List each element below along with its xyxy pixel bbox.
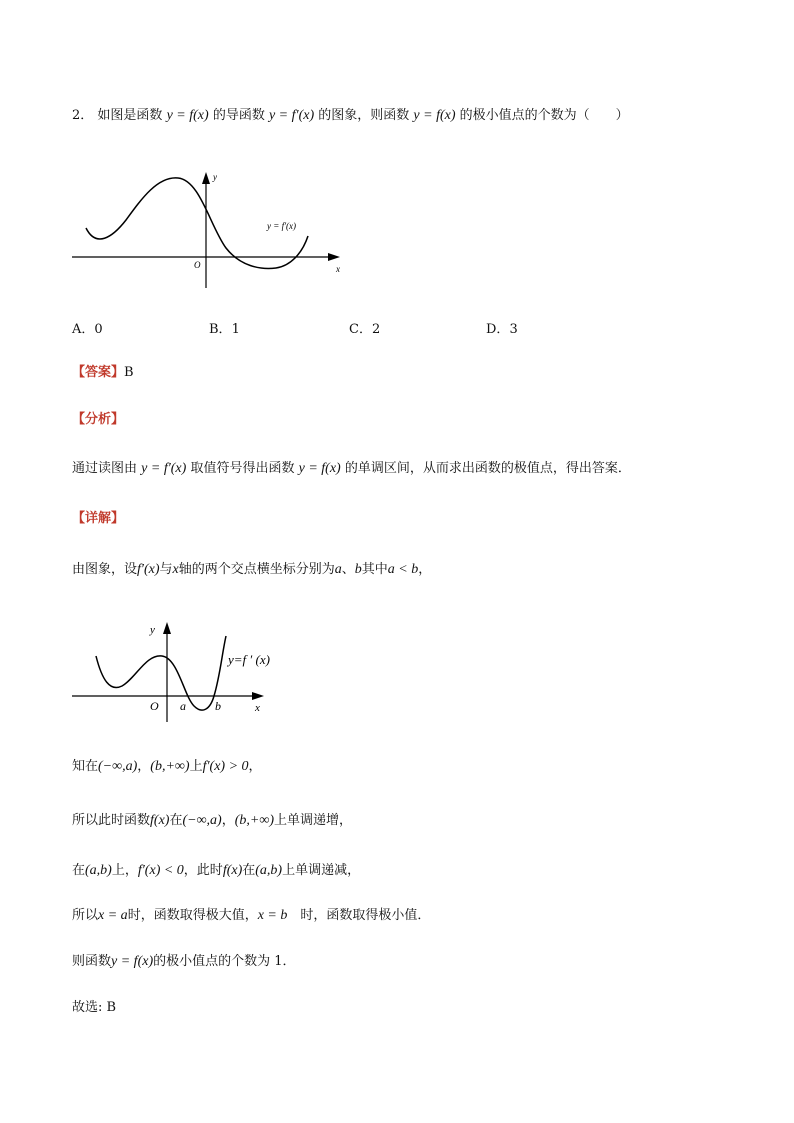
detail-tag: 【详解】 (72, 511, 125, 526)
question-text: 2． 如图是函数 y = f(x) 的导函数 y = f′(x) 的图象，则函数 y = f(x) 的极小值点的个数为（ ） (72, 108, 629, 123)
option-c[interactable]: C．2 (349, 322, 381, 337)
curve-label: y = f′(x) (267, 221, 297, 231)
detail-line-7: 故选: B (72, 1000, 117, 1015)
option-b[interactable]: B．1 (209, 322, 240, 337)
origin-label: O (194, 260, 201, 270)
x-axis-arrow (252, 692, 264, 700)
answer-value: B (124, 365, 134, 380)
analysis-text: 通过读图由 y = f′(x) 取值符号得出函数 y = f(x) 的单调区间，从而求出函数的极值点，得出答案． (72, 461, 631, 476)
analysis-tag-line (72, 410, 124, 430)
option-a[interactable]: A．0 (72, 322, 103, 337)
analysis-tag: 【分析】 (72, 412, 125, 427)
a-label: a (180, 699, 186, 713)
derivative-graph-figure-2 (64, 618, 284, 728)
x-axis-label: x (255, 702, 260, 714)
detail-line-6: 则函数y = f(x)的极小值点的个数为 1． (72, 954, 296, 969)
detail-line-4: 在(a,b)上，f′(x) < 0，此时f(x)在(a,b)上单调递减， (72, 863, 361, 878)
b-label: b (215, 699, 221, 713)
detail-line-2: 知在(−∞,a)，(b,+∞)上f′(x) > 0， (72, 759, 262, 774)
y-axis-arrow (202, 172, 210, 184)
x-axis-label: x (336, 264, 340, 274)
derivative-graph-figure-1 (64, 166, 364, 296)
curve-label: y=f ′ (x) (228, 652, 270, 667)
detail-tag-line (72, 509, 124, 529)
y-axis-label: y (213, 172, 217, 182)
detail-line-3: 所以此时函数f(x)在(−∞,a)，(b,+∞)上单调递增， (72, 813, 353, 828)
y-axis-label: y (150, 624, 155, 636)
answer-tag: 【答案】 (72, 365, 125, 380)
y-axis-arrow (163, 622, 171, 634)
option-d[interactable]: D．3 (486, 322, 518, 337)
derivative-curve (96, 636, 226, 710)
detail-line-1: 由图象，设f′(x)与x轴的两个交点横坐标分别为a、b其中a < b， (72, 562, 432, 577)
question-number: 2． (72, 108, 94, 123)
x-axis-arrow (328, 253, 340, 261)
detail-line-5: 所以x = a时，函数取得极大值，x = b 时，函数取得极小值． (72, 908, 431, 923)
origin-label: O (150, 699, 159, 713)
answer-line (72, 363, 134, 383)
